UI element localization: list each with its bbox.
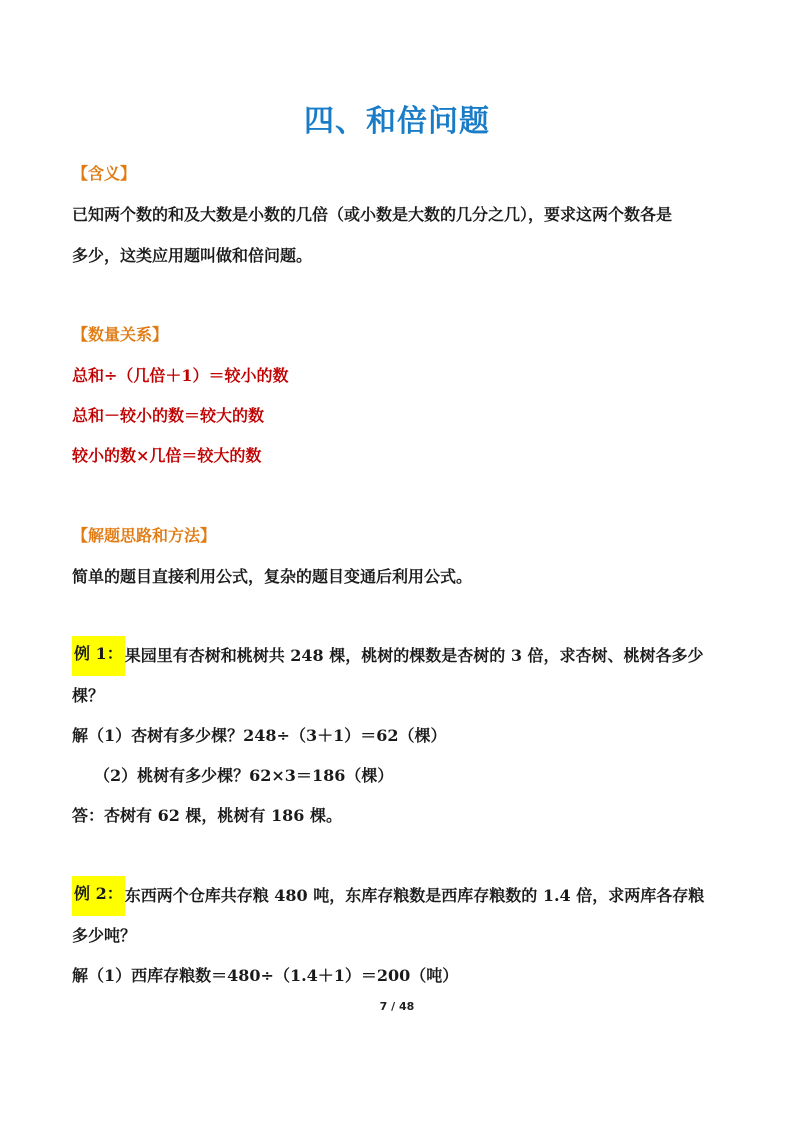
method-text: 简单的题目直接利用公式，复杂的题目变通后利用公式。: [72, 567, 473, 586]
example-2-label: 例 2：: [72, 876, 125, 916]
example-1-question-line-2: 棵？: [72, 686, 105, 705]
example-1-answer: 答：杏树有 62 棵，桃树有 186 棵。: [72, 806, 342, 825]
example-1-label: 例 1：: [72, 636, 125, 676]
example-2-step-1: 解（1）西库存粮数＝480÷（1.4＋1）＝200（吨）: [72, 966, 459, 985]
meaning-text-line-2: 多少，这类应用题叫做和倍问题。: [72, 246, 313, 265]
example-1-step-1: 解（1）杏树有多少棵？248÷（3＋1）＝62（棵）: [72, 726, 447, 745]
page-title: 四、和倍问题: [304, 104, 490, 139]
example-1-question-line-1: [72, 646, 704, 676]
page-number: 7 / 48: [379, 1000, 415, 1013]
example-1-step-2: （2）桃树有多少棵？62×3＝186（棵）: [94, 766, 394, 785]
formula-line-1: 总和÷（几倍＋1）＝较小的数: [72, 366, 289, 385]
meaning-text-line-1: 已知两个数的和及大数是小数的几倍（或小数是大数的几分之几），要求这两个数各是: [72, 205, 673, 224]
meaning-heading: 【含义】: [72, 164, 137, 183]
example-2-question-text: 东西两个仓库共存粮 480 吨，东库存粮数是西库存粮数的 1.4 倍，求两库各存粮: [124, 886, 705, 905]
example-2-question-line-1: [72, 886, 704, 916]
formula-line-3: 较小的数×几倍＝较大的数: [72, 446, 262, 465]
example-1-question-text: 果园里有杏树和桃树共 248 棵，桃树的棵数是杏树的 3 倍，求杏树、桃树各多少: [124, 646, 704, 665]
relations-heading: 【数量关系】: [72, 325, 169, 344]
method-heading: 【解题思路和方法】: [72, 526, 217, 545]
example-2-question-line-2: 多少吨？: [72, 926, 137, 945]
formula-line-2: 总和－较小的数＝较大的数: [72, 406, 265, 425]
